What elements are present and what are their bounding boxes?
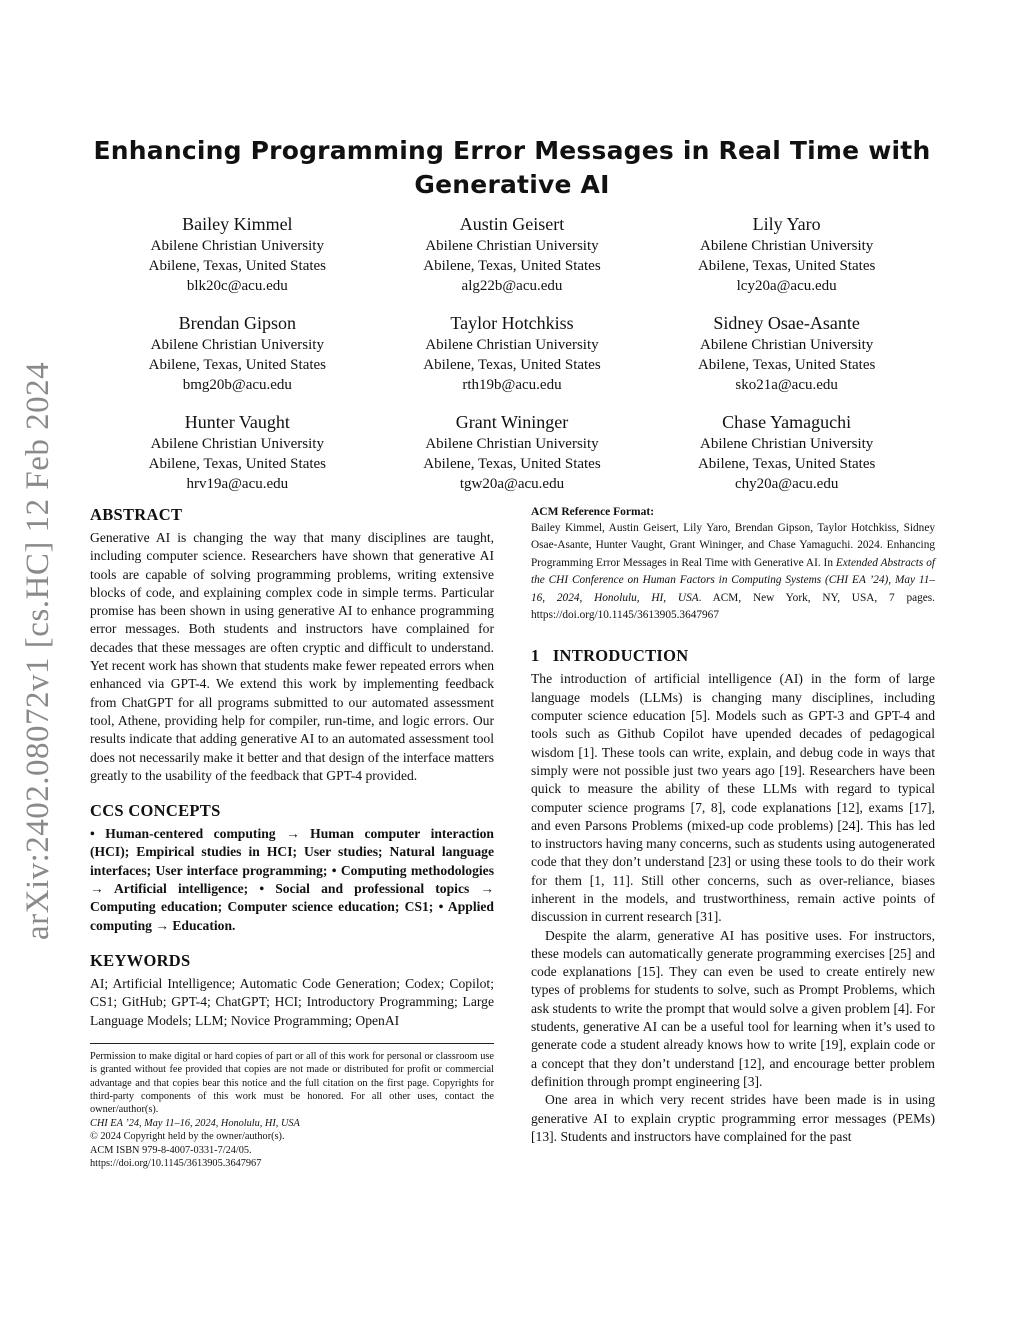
introduction-heading: 1 INTRODUCTION — [531, 646, 689, 666]
venue-line: CHI EA ’24, May 11–16, 2024, Honolulu, HI, USA — [90, 1117, 300, 1129]
right-column — [531, 505, 935, 1146]
author-location: Abilene, Texas, United States — [148, 456, 327, 472]
author-name: Brendan Gipson — [178, 313, 297, 333]
isbn-line: ACM ISBN 979-8-4007-0331-7/24/05. — [90, 1144, 252, 1156]
author-block — [375, 311, 650, 395]
author-name: Sidney Osae-Asante — [713, 313, 860, 333]
author-affiliation: Abilene Christian University — [700, 337, 874, 353]
author-affiliation: Abilene Christian University — [700, 238, 874, 254]
author-affiliation: Abilene Christian University — [150, 436, 324, 452]
author-email[interactable]: rth19b@acu.edu — [462, 377, 562, 393]
author-block — [649, 311, 924, 395]
author-email[interactable]: lcy20a@acu.edu — [736, 278, 837, 294]
reference-authors: Bailey Kimmel, Austin Geisert, Lily Yaro, Brendan Gipson, Taylor Hotchkiss, Sidney Osae-Asante, Hunter Vaught, Grant Wininger, and Chase Yamaguchi. 2024. Enhancing Programming Error Messages in Real Time with Generative AI. In — [531, 522, 935, 569]
author-name: Taylor Hotchkiss — [450, 313, 574, 333]
author-name: Hunter Vaught — [184, 412, 290, 432]
intro-paragraph-2: Despite the alarm, generative AI has positive uses. For instructors, these models can automatically generate programming exercises [25] and code explanations [15]. They can even be used to create entirely new types of problems for students to solve, such as Prompt Problems, which ask students to write the prompt that would solve a given problem [4]. For students, generative AI can be a useful tool for learning when it’s used to generate code a student already knows how to write [19], explain code or a concept that they don’t understand [12], and encourage better problem definition through prompt engineering [3]. — [531, 927, 935, 1089]
author-location: Abilene, Texas, United States — [148, 357, 327, 373]
author-affiliation: Abilene Christian University — [150, 238, 324, 254]
left-column — [90, 505, 494, 1170]
author-location: Abilene, Texas, United States — [423, 357, 601, 373]
author-affiliation: Abilene Christian University — [425, 436, 599, 452]
author-affiliation: Abilene Christian University — [425, 337, 599, 353]
abstract-heading: ABSTRACT — [90, 505, 183, 524]
author-location: Abilene, Texas, United States — [423, 258, 601, 274]
author-block — [100, 311, 375, 395]
intro-paragraph-1: The introduction of artificial intelligence (AI) in the form of large language models (LLMs) is changing many disciplines, including computer science education [5]. Models such as GPT-3 and GPT-4 and tools such as Github Copilot have upended decades of pedagogical wisdom [1]. These tools can write, explain, and debug code in ways that simply were not possible just two years ago [19]. Researchers have been quick to measure the ability of these LLMs with regard to typical computer science programs [7, 8], code explanations [12], exams [17], and even Parsons Problems (mixed-up code problems) [24]. This has led to instructors having many concerns, such as students using autogenerated code that they don’t understand [23] or using these tools to do their work for them [1, 11]. Still other concerns, such as over-reliance, biases inherent in the models, and trustworthiness, remain active points of discussion in current research [31]. — [531, 671, 935, 925]
author-name: Lily Yaro — [752, 214, 821, 234]
ccs-heading: CCS CONCEPTS — [90, 801, 221, 821]
author-email[interactable]: bmg20b@acu.edu — [182, 377, 292, 393]
footnote — [90, 1050, 494, 1171]
copyright-line: © 2024 Copyright held by the owner/author(s). — [90, 1131, 285, 1143]
intro-paragraph-3: One area in which very recent strides have been made is in using generative AI to explain cryptic programming error messages (PEMs) [13]. Students and instructors have complained for the past — [531, 1092, 935, 1144]
author-location: Abilene, Texas, United States — [697, 357, 876, 373]
keywords-heading: KEYWORDS — [90, 950, 191, 970]
reference-text — [531, 520, 935, 624]
permission-notice: Permission to make digital or hard copies of part or all of this work for personal or classroom use is granted without fee provided that copies are not made or distributed for profit or commercial advantage and that copies bear this notice and the full citation on the first page. Copyrights for third-party components of this work must be honored. For all other uses, contact the owner/author(s). — [90, 1050, 494, 1116]
abstract-text: Generative AI is changing the way that many disciplines are taught, including computer science. Researchers have shown that generative AI tools are capable of solving programming problems, writing extensive blocks of code, and explaining complex code in simple terms. Particular promise has been shown in using generative AI to enhance programming error messages. Both students and instructors have complained for decades that these messages are often cryptic and difficult to understand. Yet recent work has shown that students make fewer repeated errors when enhanced via GPT-4. We extend this work by implementing feedback from ChatGPT for all programs submitted to our automated assessment tool, Athene, providing help for compiler, run-time, and logic errors. Our results indicate that adding generative AI to an automated assessment tool does not necessarily make it better and that design of the interface matters greatly to the usability of the feedback that GPT-4 provided. — [90, 530, 494, 783]
author-email[interactable]: tgw20a@acu.edu — [459, 476, 565, 492]
author-email[interactable]: hrv19a@acu.edu — [186, 476, 289, 492]
author-affiliation: Abilene Christian University — [700, 436, 874, 452]
author-name: Grant Wininger — [455, 412, 569, 432]
author-block — [649, 410, 924, 494]
author-email[interactable]: chy20a@acu.edu — [734, 476, 839, 492]
author-location: Abilene, Texas, United States — [697, 456, 876, 472]
doi-link[interactable]: https://doi.org/10.1145/3613905.3647967 — [90, 1158, 262, 1170]
reference-venue: Extended Abstracts of the CHI Conference on Human Factors in Computing Systems (CHI EA ’24), May 11–16, 2024, Honolulu, HI, USA — [531, 556, 935, 604]
author-block — [100, 410, 375, 494]
keywords-text: AI; Artificial Intelligence; Automatic Code Generation; Codex; Copilot; CS1; GitHub; GPT-4; ChatGPT; HCI; Introductory Programming; Large Language Models; LLM; Novice Programming; OpenAI — [90, 975, 494, 1028]
author-block — [375, 410, 650, 494]
author-block — [649, 212, 924, 296]
reference-publisher: . ACM, New York, NY, USA, 7 pages. https://doi.org/10.1145/3613905.3647967 — [531, 591, 935, 622]
author-name: Chase Yamaguchi — [722, 412, 852, 432]
author-location: Abilene, Texas, United States — [697, 258, 876, 274]
author-block — [100, 212, 375, 296]
reference-heading: ACM Reference Format: — [531, 506, 655, 518]
author-affiliation: Abilene Christian University — [150, 337, 324, 353]
author-block — [375, 212, 650, 296]
author-list — [100, 212, 924, 494]
ccs-text: • Human-centered computing → Human computer interaction (HCI); Empirical studies in HCI; User studies; Natural language interfaces; User interface programming; • Computing methodologies → Artificial intelligence; • Social and professional topics → Computing education; Computer science education; CS1; • Applied computing → Education. — [90, 826, 494, 933]
author-name: Bailey Kimmel — [182, 214, 293, 234]
author-name: Austin Geisert — [459, 214, 565, 234]
footnote-divider — [90, 1043, 494, 1044]
author-affiliation: Abilene Christian University — [425, 238, 599, 254]
author-location: Abilene, Texas, United States — [423, 456, 601, 472]
author-email[interactable]: blk20c@acu.edu — [186, 278, 288, 294]
paper-title: Enhancing Programming Error Messages in Real Time with Generative AI — [93, 136, 931, 199]
arxiv-stamp: arXiv:2402.08072v1 [cs.HC] 12 Feb 2024 — [20, 361, 56, 940]
author-email[interactable]: sko21a@acu.edu — [735, 377, 838, 393]
author-location: Abilene, Texas, United States — [148, 258, 327, 274]
author-email[interactable]: alg22b@acu.edu — [461, 278, 563, 294]
